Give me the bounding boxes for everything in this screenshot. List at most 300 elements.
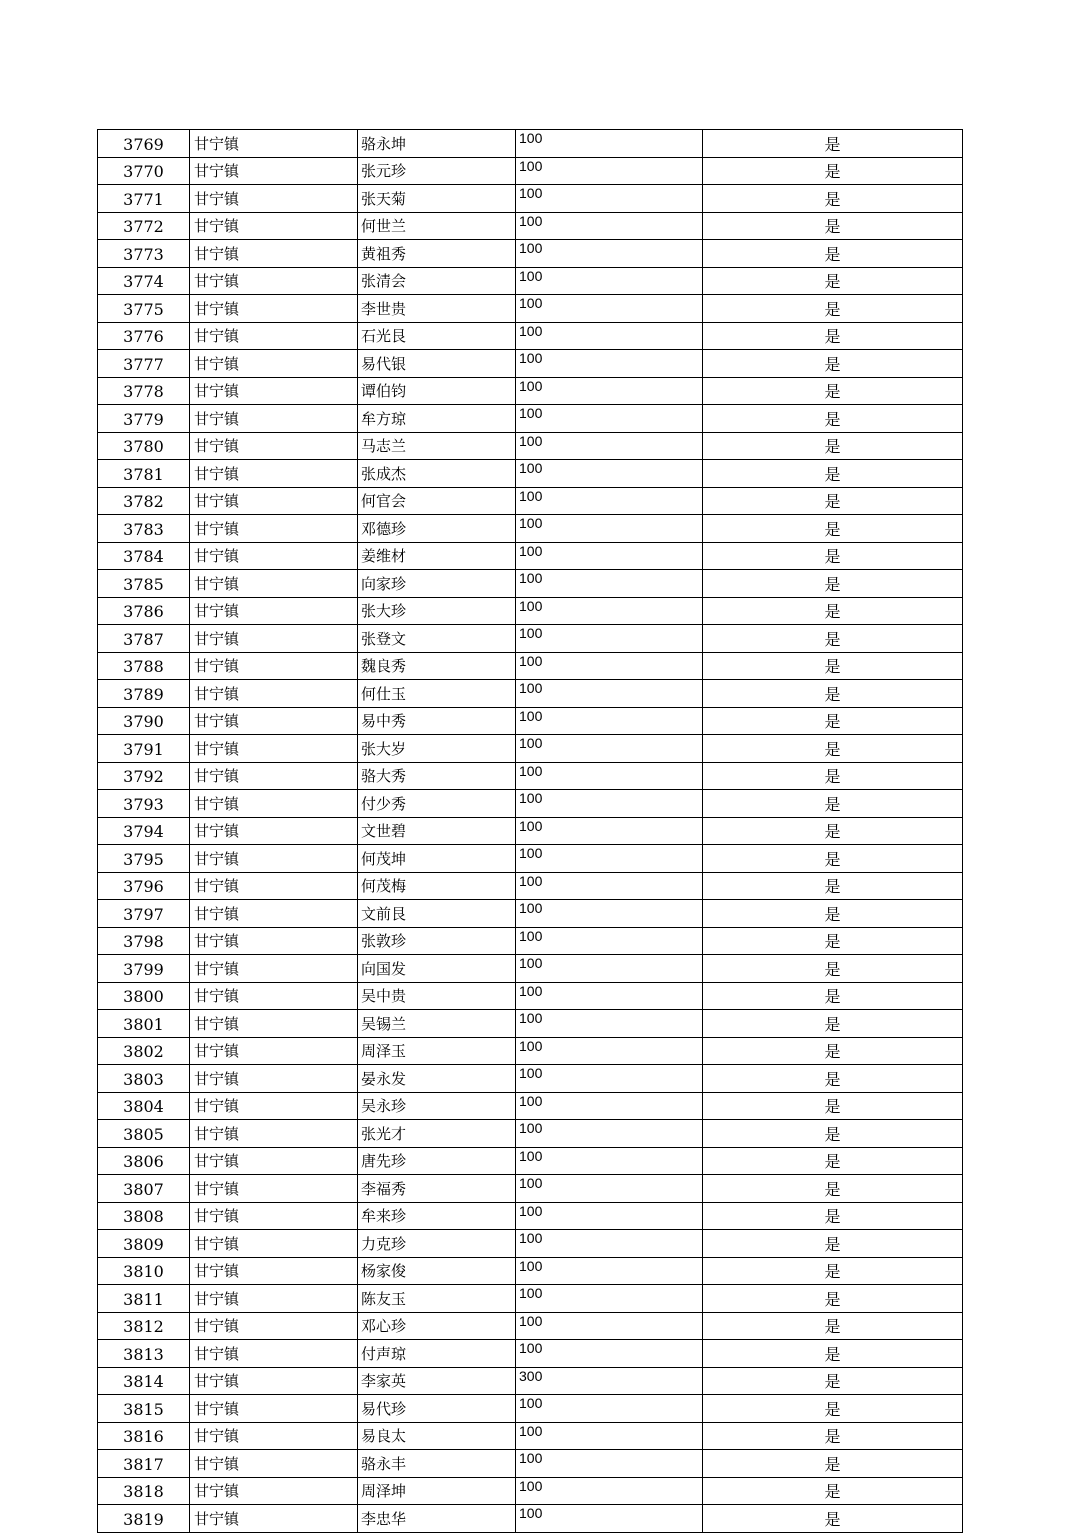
name-cell: 周泽坤: [358, 1477, 516, 1505]
table-row: [98, 130, 963, 158]
table-row: [98, 1147, 963, 1175]
name-cell: 牟方琼: [358, 405, 516, 433]
flag-cell: 是: [703, 405, 963, 433]
row-number-cell: 3778: [98, 377, 190, 405]
town-cell: 甘宁镇: [190, 542, 358, 570]
row-number-cell: 3793: [98, 790, 190, 818]
row-number-cell: 3815: [98, 1395, 190, 1423]
table-row: [98, 1175, 963, 1203]
table-row: [98, 1092, 963, 1120]
table-row: [98, 542, 963, 570]
table-row: [98, 1120, 963, 1148]
flag-cell: 是: [703, 487, 963, 515]
table-row: [98, 1395, 963, 1423]
row-number-cell: 3814: [98, 1367, 190, 1395]
flag-cell: 是: [703, 1175, 963, 1203]
name-cell: 张成杰: [358, 460, 516, 488]
town-cell: 甘宁镇: [190, 762, 358, 790]
amount-cell: 100: [516, 872, 703, 900]
flag-cell: 是: [703, 900, 963, 928]
name-cell: 张敦珍: [358, 927, 516, 955]
amount-cell: 100: [516, 1505, 703, 1533]
flag-cell: 是: [703, 735, 963, 763]
flag-cell: 是: [703, 762, 963, 790]
name-cell: 付少秀: [358, 790, 516, 818]
amount-cell: 100: [516, 790, 703, 818]
flag-cell: 是: [703, 1230, 963, 1258]
town-cell: 甘宁镇: [190, 927, 358, 955]
town-cell: 甘宁镇: [190, 597, 358, 625]
amount-cell: 100: [516, 1285, 703, 1313]
amount-cell: 100: [516, 955, 703, 983]
amount-cell: 100: [516, 377, 703, 405]
table-row: [98, 762, 963, 790]
name-cell: 魏良秀: [358, 652, 516, 680]
row-number-cell: 3808: [98, 1202, 190, 1230]
name-cell: 牟来珍: [358, 1202, 516, 1230]
amount-cell: 100: [516, 1395, 703, 1423]
table-row: [98, 1312, 963, 1340]
flag-cell: 是: [703, 1285, 963, 1313]
row-number-cell: 3787: [98, 625, 190, 653]
name-cell: 向国发: [358, 955, 516, 983]
amount-cell: 100: [516, 817, 703, 845]
name-cell: 邓德珍: [358, 515, 516, 543]
name-cell: 陈友玉: [358, 1285, 516, 1313]
town-cell: 甘宁镇: [190, 405, 358, 433]
name-cell: 张天菊: [358, 185, 516, 213]
table-row: [98, 707, 963, 735]
flag-cell: 是: [703, 515, 963, 543]
row-number-cell: 3790: [98, 707, 190, 735]
flag-cell: 是: [703, 240, 963, 268]
amount-cell: 100: [516, 350, 703, 378]
town-cell: 甘宁镇: [190, 1422, 358, 1450]
flag-cell: 是: [703, 1450, 963, 1478]
data-table: [97, 129, 963, 1533]
row-number-cell: 3816: [98, 1422, 190, 1450]
table-row: [98, 1422, 963, 1450]
table-row: [98, 157, 963, 185]
table-row: [98, 405, 963, 433]
amount-cell: 100: [516, 570, 703, 598]
row-number-cell: 3811: [98, 1285, 190, 1313]
name-cell: 吴永珍: [358, 1092, 516, 1120]
name-cell: 李忠华: [358, 1505, 516, 1533]
table-row: [98, 1065, 963, 1093]
name-cell: 文世碧: [358, 817, 516, 845]
town-cell: 甘宁镇: [190, 267, 358, 295]
town-cell: 甘宁镇: [190, 570, 358, 598]
table-row: [98, 845, 963, 873]
name-cell: 姜维材: [358, 542, 516, 570]
flag-cell: 是: [703, 955, 963, 983]
town-cell: 甘宁镇: [190, 432, 358, 460]
amount-cell: 100: [516, 1450, 703, 1478]
table-row: [98, 680, 963, 708]
amount-cell: 100: [516, 1202, 703, 1230]
amount-cell: 100: [516, 1147, 703, 1175]
town-cell: 甘宁镇: [190, 1147, 358, 1175]
row-number-cell: 3797: [98, 900, 190, 928]
row-number-cell: 3817: [98, 1450, 190, 1478]
flag-cell: 是: [703, 1065, 963, 1093]
table-row: [98, 817, 963, 845]
table-row: [98, 1230, 963, 1258]
name-cell: 骆大秀: [358, 762, 516, 790]
table-row: [98, 350, 963, 378]
name-cell: 张元珍: [358, 157, 516, 185]
town-cell: 甘宁镇: [190, 487, 358, 515]
name-cell: 吴锡兰: [358, 1010, 516, 1038]
flag-cell: 是: [703, 1092, 963, 1120]
name-cell: 谭伯钧: [358, 377, 516, 405]
amount-cell: 100: [516, 267, 703, 295]
row-number-cell: 3794: [98, 817, 190, 845]
flag-cell: 是: [703, 790, 963, 818]
table-row: [98, 212, 963, 240]
town-cell: 甘宁镇: [190, 295, 358, 323]
amount-cell: 100: [516, 680, 703, 708]
row-number-cell: 3806: [98, 1147, 190, 1175]
town-cell: 甘宁镇: [190, 185, 358, 213]
row-number-cell: 3802: [98, 1037, 190, 1065]
name-cell: 杨家俊: [358, 1257, 516, 1285]
amount-cell: 100: [516, 1257, 703, 1285]
table-row: [98, 1450, 963, 1478]
town-cell: 甘宁镇: [190, 1175, 358, 1203]
name-cell: 李世贵: [358, 295, 516, 323]
amount-cell: 300: [516, 1367, 703, 1395]
name-cell: 李家英: [358, 1367, 516, 1395]
town-cell: 甘宁镇: [190, 1230, 358, 1258]
name-cell: 周泽玉: [358, 1037, 516, 1065]
row-number-cell: 3780: [98, 432, 190, 460]
row-number-cell: 3796: [98, 872, 190, 900]
flag-cell: 是: [703, 460, 963, 488]
row-number-cell: 3786: [98, 597, 190, 625]
amount-cell: 100: [516, 1065, 703, 1093]
table-row: [98, 927, 963, 955]
name-cell: 张登文: [358, 625, 516, 653]
amount-cell: 100: [516, 487, 703, 515]
amount-cell: 100: [516, 157, 703, 185]
table-row: [98, 240, 963, 268]
name-cell: 向家珍: [358, 570, 516, 598]
name-cell: 马志兰: [358, 432, 516, 460]
row-number-cell: 3777: [98, 350, 190, 378]
town-cell: 甘宁镇: [190, 1257, 358, 1285]
table-row: [98, 1037, 963, 1065]
row-number-cell: 3800: [98, 982, 190, 1010]
amount-cell: 100: [516, 322, 703, 350]
table-row: [98, 1505, 963, 1533]
flag-cell: 是: [703, 212, 963, 240]
name-cell: 吴中贵: [358, 982, 516, 1010]
row-number-cell: 3788: [98, 652, 190, 680]
name-cell: 李福秀: [358, 1175, 516, 1203]
row-number-cell: 3774: [98, 267, 190, 295]
town-cell: 甘宁镇: [190, 982, 358, 1010]
town-cell: 甘宁镇: [190, 1285, 358, 1313]
town-cell: 甘宁镇: [190, 1395, 358, 1423]
flag-cell: 是: [703, 1037, 963, 1065]
flag-cell: 是: [703, 267, 963, 295]
row-number-cell: 3775: [98, 295, 190, 323]
amount-cell: 100: [516, 982, 703, 1010]
amount-cell: 100: [516, 707, 703, 735]
amount-cell: 100: [516, 652, 703, 680]
table-row: [98, 377, 963, 405]
flag-cell: 是: [703, 707, 963, 735]
name-cell: 黄祖秀: [358, 240, 516, 268]
flag-cell: 是: [703, 377, 963, 405]
table-row: [98, 267, 963, 295]
table-row: [98, 982, 963, 1010]
row-number-cell: 3813: [98, 1340, 190, 1368]
row-number-cell: 3783: [98, 515, 190, 543]
flag-cell: 是: [703, 597, 963, 625]
flag-cell: 是: [703, 1010, 963, 1038]
town-cell: 甘宁镇: [190, 1450, 358, 1478]
row-number-cell: 3772: [98, 212, 190, 240]
town-cell: 甘宁镇: [190, 1092, 358, 1120]
amount-cell: 100: [516, 1175, 703, 1203]
town-cell: 甘宁镇: [190, 1505, 358, 1533]
town-cell: 甘宁镇: [190, 652, 358, 680]
table-row: [98, 597, 963, 625]
town-cell: 甘宁镇: [190, 1477, 358, 1505]
row-number-cell: 3789: [98, 680, 190, 708]
flag-cell: 是: [703, 295, 963, 323]
amount-cell: 100: [516, 1422, 703, 1450]
name-cell: 易良太: [358, 1422, 516, 1450]
town-cell: 甘宁镇: [190, 1202, 358, 1230]
flag-cell: 是: [703, 872, 963, 900]
town-cell: 甘宁镇: [190, 1340, 358, 1368]
row-number-cell: 3798: [98, 927, 190, 955]
table-row: [98, 1257, 963, 1285]
flag-cell: 是: [703, 1367, 963, 1395]
flag-cell: 是: [703, 1340, 963, 1368]
table-row: [98, 487, 963, 515]
row-number-cell: 3805: [98, 1120, 190, 1148]
amount-cell: 100: [516, 1340, 703, 1368]
town-cell: 甘宁镇: [190, 790, 358, 818]
town-cell: 甘宁镇: [190, 515, 358, 543]
amount-cell: 100: [516, 1477, 703, 1505]
amount-cell: 100: [516, 735, 703, 763]
town-cell: 甘宁镇: [190, 1037, 358, 1065]
flag-cell: 是: [703, 625, 963, 653]
town-cell: 甘宁镇: [190, 1120, 358, 1148]
table-row: [98, 1477, 963, 1505]
name-cell: 何茂坤: [358, 845, 516, 873]
amount-cell: 100: [516, 1037, 703, 1065]
town-cell: 甘宁镇: [190, 1010, 358, 1038]
name-cell: 骆永丰: [358, 1450, 516, 1478]
amount-cell: 100: [516, 240, 703, 268]
amount-cell: 100: [516, 1010, 703, 1038]
town-cell: 甘宁镇: [190, 735, 358, 763]
amount-cell: 100: [516, 1230, 703, 1258]
name-cell: 付声琼: [358, 1340, 516, 1368]
name-cell: 力克珍: [358, 1230, 516, 1258]
flag-cell: 是: [703, 185, 963, 213]
row-number-cell: 3785: [98, 570, 190, 598]
amount-cell: 100: [516, 1120, 703, 1148]
flag-cell: 是: [703, 157, 963, 185]
flag-cell: 是: [703, 845, 963, 873]
town-cell: 甘宁镇: [190, 680, 358, 708]
table-row: [98, 1340, 963, 1368]
name-cell: 晏永发: [358, 1065, 516, 1093]
flag-cell: 是: [703, 817, 963, 845]
row-number-cell: 3801: [98, 1010, 190, 1038]
amount-cell: 100: [516, 542, 703, 570]
name-cell: 易中秀: [358, 707, 516, 735]
table-row: [98, 872, 963, 900]
town-cell: 甘宁镇: [190, 212, 358, 240]
name-cell: 易代银: [358, 350, 516, 378]
flag-cell: 是: [703, 130, 963, 158]
table-row: [98, 625, 963, 653]
table-row: [98, 735, 963, 763]
row-number-cell: 3782: [98, 487, 190, 515]
town-cell: 甘宁镇: [190, 625, 358, 653]
amount-cell: 100: [516, 130, 703, 158]
table-row: [98, 185, 963, 213]
name-cell: 邓心珍: [358, 1312, 516, 1340]
row-number-cell: 3771: [98, 185, 190, 213]
name-cell: 何茂梅: [358, 872, 516, 900]
amount-cell: 100: [516, 625, 703, 653]
town-cell: 甘宁镇: [190, 1367, 358, 1395]
table-row: [98, 1202, 963, 1230]
row-number-cell: 3792: [98, 762, 190, 790]
flag-cell: 是: [703, 1147, 963, 1175]
table-row: [98, 1367, 963, 1395]
name-cell: 张大珍: [358, 597, 516, 625]
name-cell: 张光才: [358, 1120, 516, 1148]
row-number-cell: 3795: [98, 845, 190, 873]
amount-cell: 100: [516, 927, 703, 955]
row-number-cell: 3791: [98, 735, 190, 763]
table-row: [98, 900, 963, 928]
flag-cell: 是: [703, 1422, 963, 1450]
flag-cell: 是: [703, 680, 963, 708]
amount-cell: 100: [516, 515, 703, 543]
table-body: [98, 130, 963, 1533]
town-cell: 甘宁镇: [190, 350, 358, 378]
name-cell: 唐先珍: [358, 1147, 516, 1175]
town-cell: 甘宁镇: [190, 817, 358, 845]
flag-cell: 是: [703, 1477, 963, 1505]
flag-cell: 是: [703, 982, 963, 1010]
row-number-cell: 3769: [98, 130, 190, 158]
row-number-cell: 3812: [98, 1312, 190, 1340]
row-number-cell: 3784: [98, 542, 190, 570]
amount-cell: 100: [516, 900, 703, 928]
table-row: [98, 790, 963, 818]
town-cell: 甘宁镇: [190, 157, 358, 185]
row-number-cell: 3781: [98, 460, 190, 488]
town-cell: 甘宁镇: [190, 1065, 358, 1093]
amount-cell: 100: [516, 295, 703, 323]
row-number-cell: 3773: [98, 240, 190, 268]
row-number-cell: 3807: [98, 1175, 190, 1203]
town-cell: 甘宁镇: [190, 955, 358, 983]
flag-cell: 是: [703, 1257, 963, 1285]
row-number-cell: 3799: [98, 955, 190, 983]
flag-cell: 是: [703, 652, 963, 680]
table-row: [98, 460, 963, 488]
flag-cell: 是: [703, 350, 963, 378]
amount-cell: 100: [516, 845, 703, 873]
town-cell: 甘宁镇: [190, 130, 358, 158]
town-cell: 甘宁镇: [190, 377, 358, 405]
row-number-cell: 3779: [98, 405, 190, 433]
flag-cell: 是: [703, 1395, 963, 1423]
flag-cell: 是: [703, 1505, 963, 1533]
amount-cell: 100: [516, 1312, 703, 1340]
flag-cell: 是: [703, 1120, 963, 1148]
amount-cell: 100: [516, 405, 703, 433]
table-row: [98, 515, 963, 543]
town-cell: 甘宁镇: [190, 460, 358, 488]
name-cell: 何世兰: [358, 212, 516, 240]
row-number-cell: 3776: [98, 322, 190, 350]
amount-cell: 100: [516, 432, 703, 460]
town-cell: 甘宁镇: [190, 322, 358, 350]
table-row: [98, 1010, 963, 1038]
flag-cell: 是: [703, 570, 963, 598]
name-cell: 张大岁: [358, 735, 516, 763]
table-row: [98, 1285, 963, 1313]
name-cell: 张清会: [358, 267, 516, 295]
row-number-cell: 3803: [98, 1065, 190, 1093]
table-row: [98, 295, 963, 323]
town-cell: 甘宁镇: [190, 900, 358, 928]
flag-cell: 是: [703, 542, 963, 570]
name-cell: 文前艮: [358, 900, 516, 928]
table-row: [98, 652, 963, 680]
amount-cell: 100: [516, 460, 703, 488]
row-number-cell: 3810: [98, 1257, 190, 1285]
amount-cell: 100: [516, 212, 703, 240]
town-cell: 甘宁镇: [190, 845, 358, 873]
flag-cell: 是: [703, 1202, 963, 1230]
name-cell: 何官会: [358, 487, 516, 515]
table-row: [98, 432, 963, 460]
town-cell: 甘宁镇: [190, 872, 358, 900]
flag-cell: 是: [703, 1312, 963, 1340]
row-number-cell: 3770: [98, 157, 190, 185]
table-row: [98, 955, 963, 983]
town-cell: 甘宁镇: [190, 1312, 358, 1340]
amount-cell: 100: [516, 1092, 703, 1120]
table-row: [98, 322, 963, 350]
town-cell: 甘宁镇: [190, 240, 358, 268]
amount-cell: 100: [516, 597, 703, 625]
name-cell: 何仕玉: [358, 680, 516, 708]
amount-cell: 100: [516, 762, 703, 790]
row-number-cell: 3804: [98, 1092, 190, 1120]
name-cell: 石光艮: [358, 322, 516, 350]
name-cell: 易代珍: [358, 1395, 516, 1423]
row-number-cell: 3819: [98, 1505, 190, 1533]
row-number-cell: 3818: [98, 1477, 190, 1505]
